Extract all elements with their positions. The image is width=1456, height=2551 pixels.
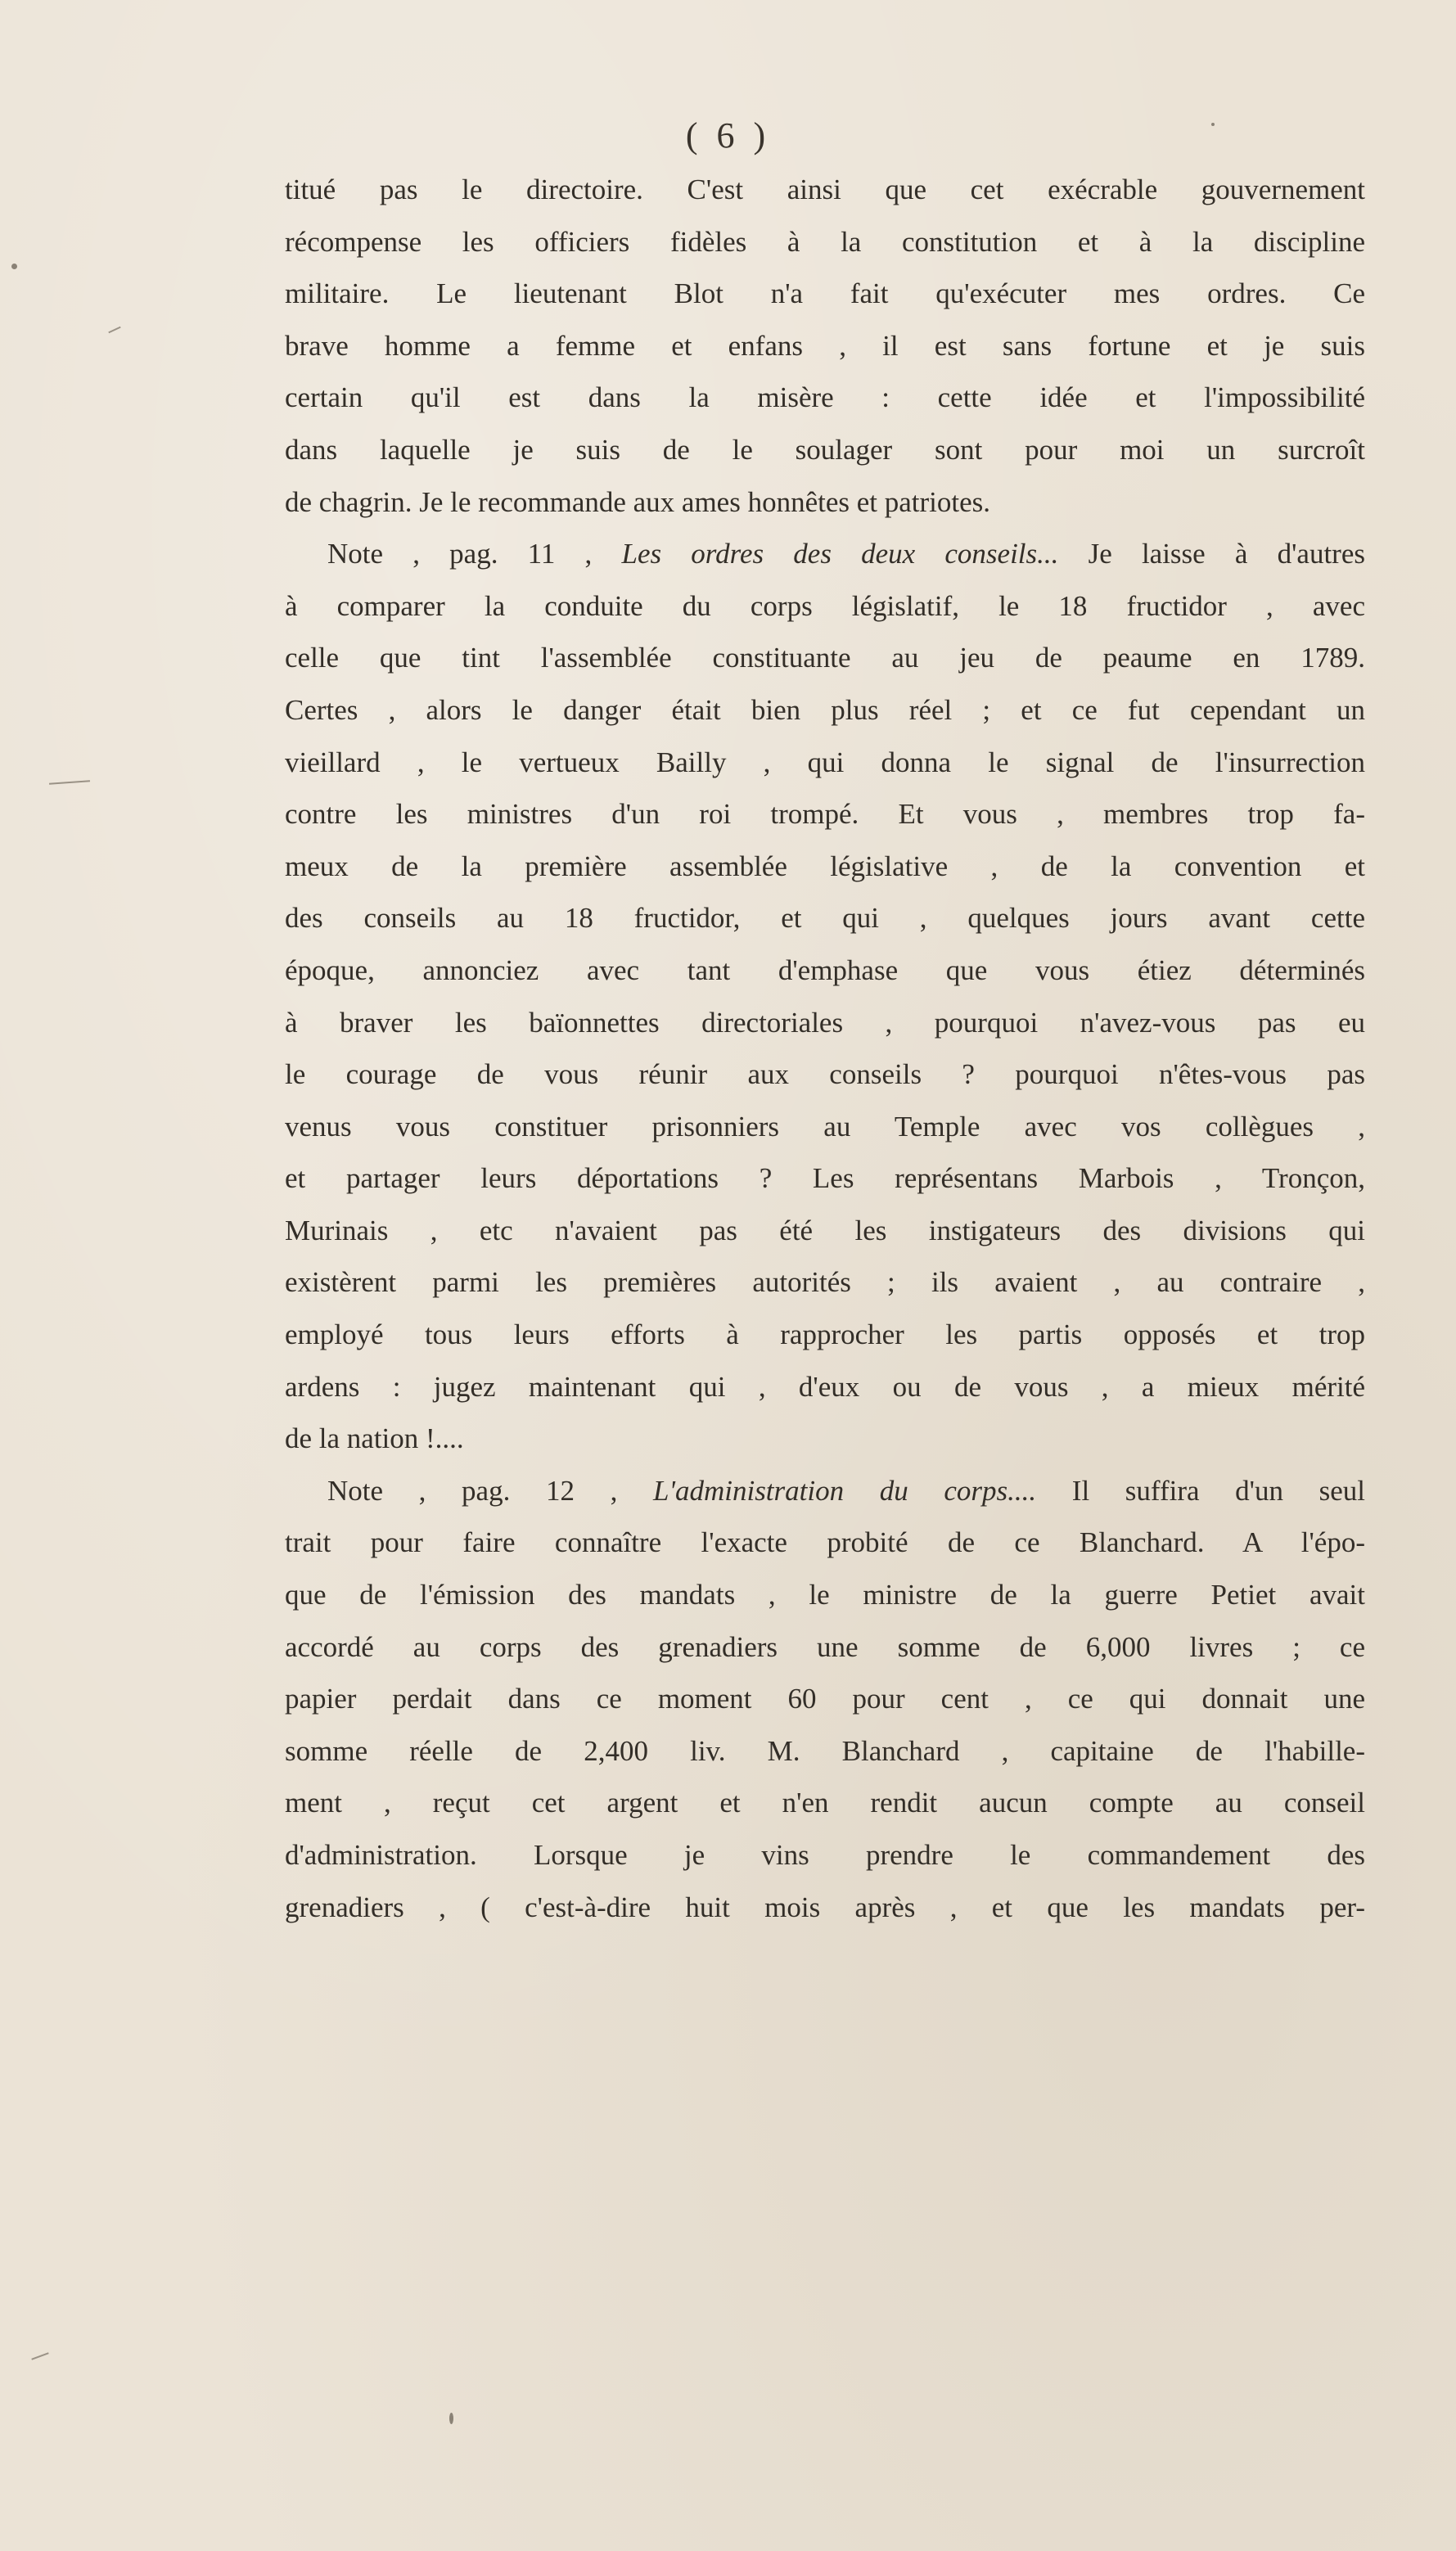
note-2-heading bbox=[285, 1465, 1365, 1517]
paper-speck bbox=[31, 2352, 48, 2359]
text-line: de chagrin. Je le recommande aux ames honnêtes et patriotes. bbox=[285, 485, 991, 518]
page-number: ( 6 ) bbox=[685, 115, 771, 155]
note-1-rest: Je laisse à d'autres bbox=[1058, 538, 1365, 570]
paper-speck bbox=[1211, 123, 1215, 126]
note-1-lead: Note , pag. 11 , bbox=[327, 538, 622, 570]
text-line: somme réelle de 2,400 liv. M. Blanchard , capitaine de l'habille- bbox=[285, 1734, 1365, 1767]
text-line: Murinais , etc n'avaient pas été les instigateurs des divisions qui bbox=[285, 1214, 1365, 1246]
text-line: dans laquelle je suis de le soulager sont pour moi un surcroît bbox=[285, 433, 1365, 466]
paper-speck bbox=[108, 327, 120, 334]
text-line: ment , reçut cet argent et n'en rendit aucun compte au conseil bbox=[285, 1787, 1365, 1819]
text-line: celle que tint l'assemblée constituante au jeu de peaume en 1789. bbox=[285, 642, 1365, 674]
text-line: époque, annonciez avec tant d'emphase que vous étiez déterminés bbox=[285, 953, 1365, 986]
text-line: accordé au corps des grenadiers une somme de 6,000 livres ; ce bbox=[285, 1630, 1365, 1663]
text-line: des conseils au 18 fructidor, et qui , quelques jours avant cette bbox=[285, 902, 1365, 935]
text-line: meux de la première assemblée législative , de la convention et bbox=[285, 850, 1365, 882]
paper-speck bbox=[49, 780, 90, 784]
note-2-reference: L'administration du corps.... bbox=[653, 1474, 1037, 1507]
text-line: papier perdait dans ce moment 60 pour cent , ce qui donnait une bbox=[285, 1683, 1365, 1715]
text-line: que de l'émission des mandats , le ministre de la guerre Petiet avait bbox=[285, 1579, 1365, 1611]
text-line: ardens : jugez maintenant qui , d'eux ou de vous , a mieux mérité bbox=[285, 1370, 1365, 1403]
text-line: contre les ministres d'un roi trompé. Et vous , membres trop fa- bbox=[285, 798, 1365, 831]
text-line: d'administration. Lorsque je vins prendre le commandement des bbox=[285, 1839, 1365, 1871]
text-line: à comparer la conduite du corps législatif, le 18 fructidor , avec bbox=[285, 589, 1365, 622]
text-line: certain qu'il est dans la misère : cette idée et l'impossibilité bbox=[285, 381, 1365, 414]
text-line: existèrent parmi les premières autorités ; ils avaient , au contraire , bbox=[285, 1266, 1365, 1299]
body-text bbox=[285, 164, 1365, 1933]
text-line: de la nation !.... bbox=[285, 1422, 464, 1455]
paper-speck bbox=[449, 2413, 453, 2424]
text-line: le courage de vous réunir aux conseils ? pourquoi n'êtes-vous pas bbox=[285, 1058, 1365, 1091]
text-line: à braver les baïonnettes directoriales , pourquoi n'avez-vous pas eu bbox=[285, 1006, 1365, 1039]
note-2-rest: Il suffira d'un seul bbox=[1036, 1474, 1365, 1507]
note-1-heading bbox=[285, 528, 1365, 580]
text-line: venus vous constituer prisonniers au Temple avec vos collègues , bbox=[285, 1110, 1365, 1143]
paper-speck bbox=[11, 264, 17, 269]
text-line: militaire. Le lieutenant Blot n'a fait qu'exécuter mes ordres. Ce bbox=[285, 277, 1365, 310]
text-line: trait pour faire connaître l'exacte probité de ce Blanchard. A l'épo- bbox=[285, 1526, 1365, 1559]
text-line: brave homme a femme et enfans , il est sans fortune et je suis bbox=[285, 329, 1365, 362]
text-line: vieillard , le vertueux Bailly , qui donna le signal de l'insurrection bbox=[285, 746, 1365, 778]
text-line: récompense les officiers fidèles à la constitution et à la discipline bbox=[285, 225, 1365, 258]
text-line: titué pas le directoire. C'est ainsi que cet exécrable gouvernement bbox=[285, 174, 1365, 205]
text-line: employé tous leurs efforts à rapprocher les partis opposés et trop bbox=[285, 1318, 1365, 1351]
note-1-reference: Les ordres des deux conseils... bbox=[621, 538, 1059, 570]
text-line: Certes , alors le danger était bien plus réel ; et ce fut cependant un bbox=[285, 693, 1365, 726]
note-2-lead: Note , pag. 12 , bbox=[327, 1474, 654, 1507]
text-line: grenadiers , ( c'est-à-dire huit mois après , et que les mandats per- bbox=[285, 1891, 1365, 1923]
text-line: et partager leurs déportations ? Les représentans Marbois , Tronçon, bbox=[285, 1162, 1365, 1195]
